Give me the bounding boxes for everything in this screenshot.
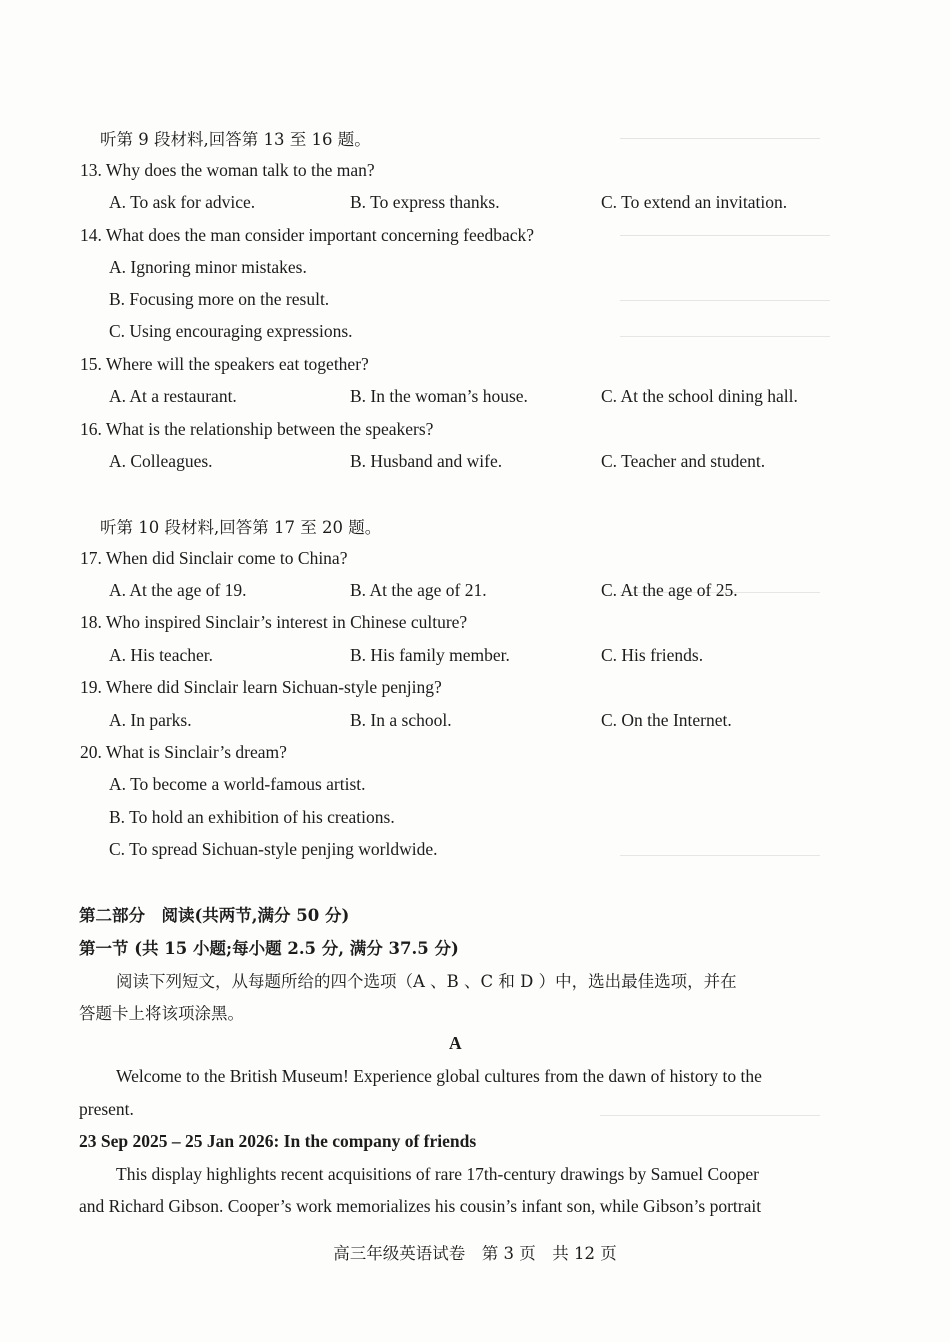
question-20: 20. What is Sinclair’s dream? bbox=[80, 742, 287, 762]
instructions-line-2: 答题卡上将该项涂黑。 bbox=[79, 1004, 244, 1023]
page-footer: 高三年级英语试卷 第 3 页 共 12 页 bbox=[333, 1244, 617, 1263]
section-intro-10: 听第 10 段材料,回答第 17 至 20 题。 bbox=[100, 518, 382, 537]
q15-option-a: A. At a restaurant. bbox=[109, 386, 237, 406]
q19-option-c: C. On the Internet. bbox=[601, 710, 732, 730]
q15-option-c: C. At the school dining hall. bbox=[601, 386, 798, 406]
passage-intro-line-2: present. bbox=[79, 1099, 134, 1119]
q13-option-a: A. To ask for advice. bbox=[109, 192, 256, 212]
passage-body-line-2: and Richard Gibson. Cooper’s work memorializes his cousin’s infant son, while Gibson’s portrait bbox=[79, 1196, 762, 1216]
q14-option-a: A. Ignoring minor mistakes. bbox=[109, 257, 307, 277]
question-14: 14. What does the man consider important concerning feedback? bbox=[80, 225, 535, 245]
question-16: 16. What is the relationship between the speakers? bbox=[80, 419, 434, 439]
q17-option-c: C. At the age of 25. bbox=[601, 580, 738, 600]
q19-option-a: A. In parks. bbox=[109, 710, 192, 730]
q13-option-b: B. To express thanks. bbox=[350, 192, 500, 212]
q16-option-c: C. Teacher and student. bbox=[601, 451, 766, 471]
q20-option-a: A. To become a world-famous artist. bbox=[109, 774, 366, 794]
passage-body-line-1: This display highlights recent acquisitions of rare 17th-century drawings by Samuel Cooper bbox=[116, 1164, 759, 1184]
q17-option-a: A. At the age of 19. bbox=[109, 580, 247, 600]
q16-option-b: B. Husband and wife. bbox=[350, 451, 503, 471]
q20-option-b: B. To hold an exhibition of his creations. bbox=[109, 807, 395, 827]
section-intro-9: 听第 9 段材料,回答第 13 至 16 题。 bbox=[100, 130, 371, 149]
q19-option-b: B. In a school. bbox=[350, 710, 452, 730]
q17-option-b: B. At the age of 21. bbox=[350, 580, 487, 600]
q14-option-b: B. Focusing more on the result. bbox=[109, 289, 330, 309]
q13-option-c: C. To extend an invitation. bbox=[601, 192, 788, 212]
part-two-section-one: 第一节 (共 15 小题;每小题 2.5 分, 满分 37.5 分) bbox=[79, 939, 459, 958]
passage-heading: 23 Sep 2025 – 25 Jan 2026: In the company of friends bbox=[79, 1131, 477, 1151]
question-17: 17. When did Sinclair come to China? bbox=[80, 548, 348, 568]
question-19: 19. Where did Sinclair learn Sichuan-style penjing? bbox=[80, 677, 442, 697]
q20-option-c: C. To spread Sichuan-style penjing worldwide. bbox=[109, 839, 438, 859]
part-two-title: 第二部分 阅读(共两节,满分 50 分) bbox=[79, 906, 350, 925]
question-15: 15. Where will the speakers eat together? bbox=[80, 354, 369, 374]
q18-option-a: A. His teacher. bbox=[109, 645, 213, 665]
question-13: 13. Why does the woman talk to the man? bbox=[80, 160, 375, 180]
q18-option-b: B. His family member. bbox=[350, 645, 510, 665]
q14-option-c: C. Using encouraging expressions. bbox=[109, 321, 353, 341]
instructions-line-1: 阅读下列短文，从每题所给的四个选项（A 、B 、C 和 D ）中，选出最佳选项，并在 bbox=[116, 972, 737, 991]
q18-option-c: C. His friends. bbox=[601, 645, 704, 665]
q16-option-a: A. Colleagues. bbox=[109, 451, 213, 471]
question-18: 18. Who inspired Sinclair’s interest in Chinese culture? bbox=[80, 612, 468, 632]
passage-label: A bbox=[449, 1033, 462, 1053]
passage-intro-line-1: Welcome to the British Museum! Experience global cultures from the dawn of history to the bbox=[116, 1066, 762, 1086]
q15-option-b: B. In the woman’s house. bbox=[350, 386, 528, 406]
